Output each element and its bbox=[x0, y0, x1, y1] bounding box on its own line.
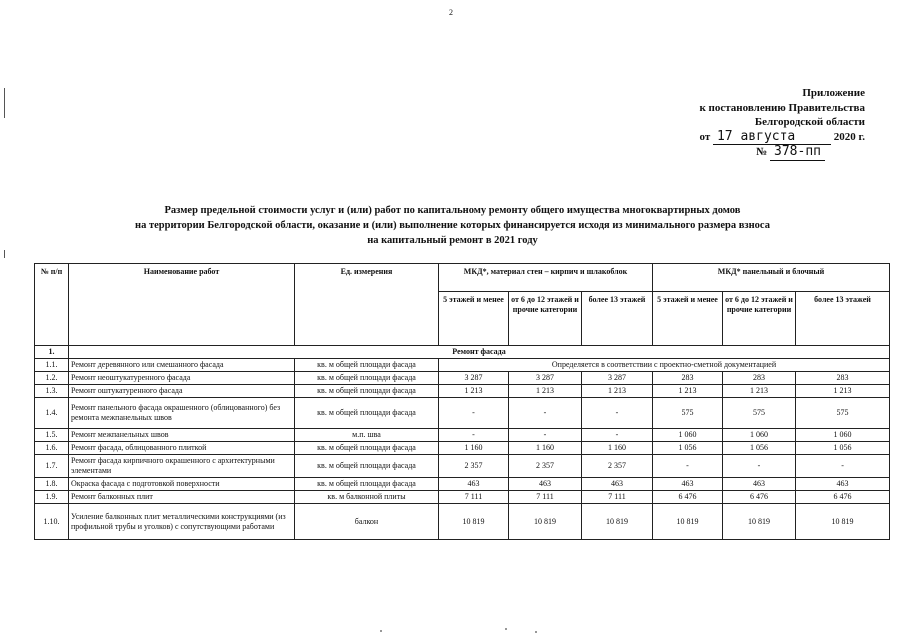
row-value: 7 111 bbox=[582, 491, 653, 504]
row-unit: балкон bbox=[295, 504, 439, 540]
margin-mark-top bbox=[4, 88, 5, 118]
row-unit: кв. м общей площади фасада bbox=[295, 398, 439, 429]
row-value: 575 bbox=[796, 398, 890, 429]
row-value: 1 213 bbox=[439, 385, 509, 398]
number-handwritten: 378-пп bbox=[770, 145, 825, 161]
row-unit: кв. м общей площади фасада bbox=[295, 455, 439, 478]
cost-table bbox=[34, 263, 890, 540]
appendix-resolution-line: к постановлению Правительства bbox=[699, 101, 865, 114]
row-name: Ремонт межпанельных швов bbox=[69, 429, 295, 442]
table-row bbox=[35, 504, 890, 540]
header-group-brick: МКД*, материал стен – кирпич и шлакоблок bbox=[439, 264, 653, 292]
scan-dot bbox=[505, 628, 507, 630]
title-line-3: на капитальный ремонт в 2021 году bbox=[367, 235, 538, 246]
row-name: Усиление балконных плит металлическими конструкциями (из профильной трубы и уголков) с сопутствующими работами bbox=[69, 504, 295, 540]
row-num: 1.10. bbox=[35, 504, 69, 540]
row-value: 1 213 bbox=[582, 385, 653, 398]
header-num: № п/п bbox=[35, 264, 69, 346]
row-value: 10 819 bbox=[653, 504, 723, 540]
row-value: 7 111 bbox=[439, 491, 509, 504]
header-sub-4: 5 этажей и менее bbox=[653, 292, 723, 346]
row-value: 283 bbox=[796, 372, 890, 385]
appendix-heading: Приложение bbox=[802, 87, 865, 99]
row-unit: кв. м общей площади фасада bbox=[295, 372, 439, 385]
row-value: 463 bbox=[796, 478, 890, 491]
page-number: 2 bbox=[449, 8, 453, 17]
row-name: Ремонт панельного фасада окрашенного (облицованного) без ремонта межпанельных швов bbox=[69, 398, 295, 429]
row-value: 463 bbox=[582, 478, 653, 491]
document-title bbox=[40, 203, 865, 248]
row-num: 1.9. bbox=[35, 491, 69, 504]
table-row bbox=[35, 372, 890, 385]
row-value: 10 819 bbox=[796, 504, 890, 540]
row-value: 1 056 bbox=[723, 442, 796, 455]
header-row-1 bbox=[35, 264, 890, 292]
date-suffix: 2020 г. bbox=[833, 130, 865, 143]
row-value: 3 287 bbox=[509, 372, 582, 385]
header-sub-2: от 6 до 12 этажей и прочие категории bbox=[509, 292, 582, 346]
scan-dot bbox=[535, 631, 537, 633]
header-sub-5: от 6 до 12 этажей и прочие категории bbox=[723, 292, 796, 346]
header-group-panel: МКД* панельный и блочный bbox=[653, 264, 890, 292]
margin-mark-left bbox=[4, 250, 5, 258]
row-value: - bbox=[509, 429, 582, 442]
row-value: - bbox=[723, 455, 796, 478]
table-row bbox=[35, 398, 890, 429]
table-body bbox=[35, 372, 890, 540]
row-value: - bbox=[796, 455, 890, 478]
row-name: Ремонт фасада кирпичного окрашенного с архитектурными элементами bbox=[69, 455, 295, 478]
row-unit: кв. м балконной плиты bbox=[295, 491, 439, 504]
table-row bbox=[35, 429, 890, 442]
title-line-1: Размер предельной стоимости услуг и (или) работ по капитальному ремонту общего имущества многоквартирных домов bbox=[164, 205, 741, 216]
row-value: - bbox=[582, 429, 653, 442]
row-unit: м.п. шва bbox=[295, 429, 439, 442]
row-value: 10 819 bbox=[509, 504, 582, 540]
row-value: 7 111 bbox=[509, 491, 582, 504]
row-value: 10 819 bbox=[582, 504, 653, 540]
row-value: 1 060 bbox=[723, 429, 796, 442]
row-name: Ремонт оштукатуренного фасада bbox=[69, 385, 295, 398]
row-num: 1.4. bbox=[35, 398, 69, 429]
row-value: 6 476 bbox=[796, 491, 890, 504]
row-merged-note: Определяется в соответствии с проектно-сметной документацией bbox=[439, 359, 890, 372]
row-value: 463 bbox=[723, 478, 796, 491]
scan-dot bbox=[380, 630, 382, 632]
section-title: Ремонт фасада bbox=[69, 346, 890, 359]
number-prefix: № bbox=[756, 146, 768, 158]
row-value: 1 060 bbox=[796, 429, 890, 442]
row-value: 1 213 bbox=[509, 385, 582, 398]
row-unit: кв. м общей площади фасада bbox=[295, 442, 439, 455]
row-num: 1.7. bbox=[35, 455, 69, 478]
row-value: 2 357 bbox=[509, 455, 582, 478]
date-handwritten: 17 августа bbox=[713, 130, 831, 146]
row-name: Окраска фасада с подготовкой поверхности bbox=[69, 478, 295, 491]
section-num: 1. bbox=[35, 346, 69, 359]
row-num: 1.5. bbox=[35, 429, 69, 442]
row-value: 10 819 bbox=[439, 504, 509, 540]
row-value: 575 bbox=[653, 398, 723, 429]
row-name: Ремонт балконных плит bbox=[69, 491, 295, 504]
row-value: 575 bbox=[723, 398, 796, 429]
row-value: 1 060 bbox=[653, 429, 723, 442]
row-value: - bbox=[509, 398, 582, 429]
row-value: 1 056 bbox=[653, 442, 723, 455]
row-unit: кв. м общей площади фасада bbox=[295, 385, 439, 398]
row-num: 1.1. bbox=[35, 359, 69, 372]
header-sub-1: 5 этажей и менее bbox=[439, 292, 509, 346]
row-name: Ремонт фасада, облицованного плиткой bbox=[69, 442, 295, 455]
header-sub-3: более 13 этажей bbox=[582, 292, 653, 346]
row-value: 283 bbox=[653, 372, 723, 385]
row-value: 3 287 bbox=[582, 372, 653, 385]
row-value: 1 056 bbox=[796, 442, 890, 455]
table-row bbox=[35, 359, 890, 372]
section-row bbox=[35, 346, 890, 359]
row-value: 1 160 bbox=[582, 442, 653, 455]
row-value: - bbox=[582, 398, 653, 429]
row-num: 1.2. bbox=[35, 372, 69, 385]
date-prefix: от bbox=[699, 130, 711, 143]
appendix-block bbox=[600, 86, 865, 161]
header-unit: Ед. измерения bbox=[295, 264, 439, 346]
row-value: 2 357 bbox=[582, 455, 653, 478]
table-row bbox=[35, 385, 890, 398]
row-num: 1.3. bbox=[35, 385, 69, 398]
row-value: 1 213 bbox=[653, 385, 723, 398]
row-unit: кв. м общей площади фасада bbox=[295, 478, 439, 491]
row-value: 6 476 bbox=[723, 491, 796, 504]
row-value: 463 bbox=[439, 478, 509, 491]
row-value: 1 160 bbox=[509, 442, 582, 455]
row-value: - bbox=[439, 429, 509, 442]
header-sub-6: более 13 этажей bbox=[796, 292, 890, 346]
row-value: 463 bbox=[509, 478, 582, 491]
appendix-region-line: Белгородской области bbox=[754, 116, 865, 128]
row-value: 1 213 bbox=[723, 385, 796, 398]
row-unit: кв. м общей площади фасада bbox=[295, 359, 439, 372]
appendix-number-line bbox=[600, 145, 825, 161]
table-row bbox=[35, 478, 890, 491]
appendix-date-line bbox=[600, 130, 865, 146]
row-name: Ремонт неоштукатуренного фасада bbox=[69, 372, 295, 385]
row-value: 10 819 bbox=[723, 504, 796, 540]
row-num: 1.8. bbox=[35, 478, 69, 491]
table-row bbox=[35, 455, 890, 478]
row-value: 283 bbox=[723, 372, 796, 385]
row-value: 6 476 bbox=[653, 491, 723, 504]
row-value: 1 160 bbox=[439, 442, 509, 455]
row-value: 2 357 bbox=[439, 455, 509, 478]
row-value: - bbox=[653, 455, 723, 478]
row-name: Ремонт деревянного или смешанного фасада bbox=[69, 359, 295, 372]
row-value: 3 287 bbox=[439, 372, 509, 385]
row-value: 1 213 bbox=[796, 385, 890, 398]
table-row bbox=[35, 491, 890, 504]
row-value: 463 bbox=[653, 478, 723, 491]
header-name: Наименование работ bbox=[69, 264, 295, 346]
title-line-2: на территории Белгородской области, оказание и (или) выполнение которых финансируется исходя из минимального размера взноса bbox=[135, 220, 770, 231]
row-num: 1.6. bbox=[35, 442, 69, 455]
row-value: - bbox=[439, 398, 509, 429]
table-row bbox=[35, 442, 890, 455]
